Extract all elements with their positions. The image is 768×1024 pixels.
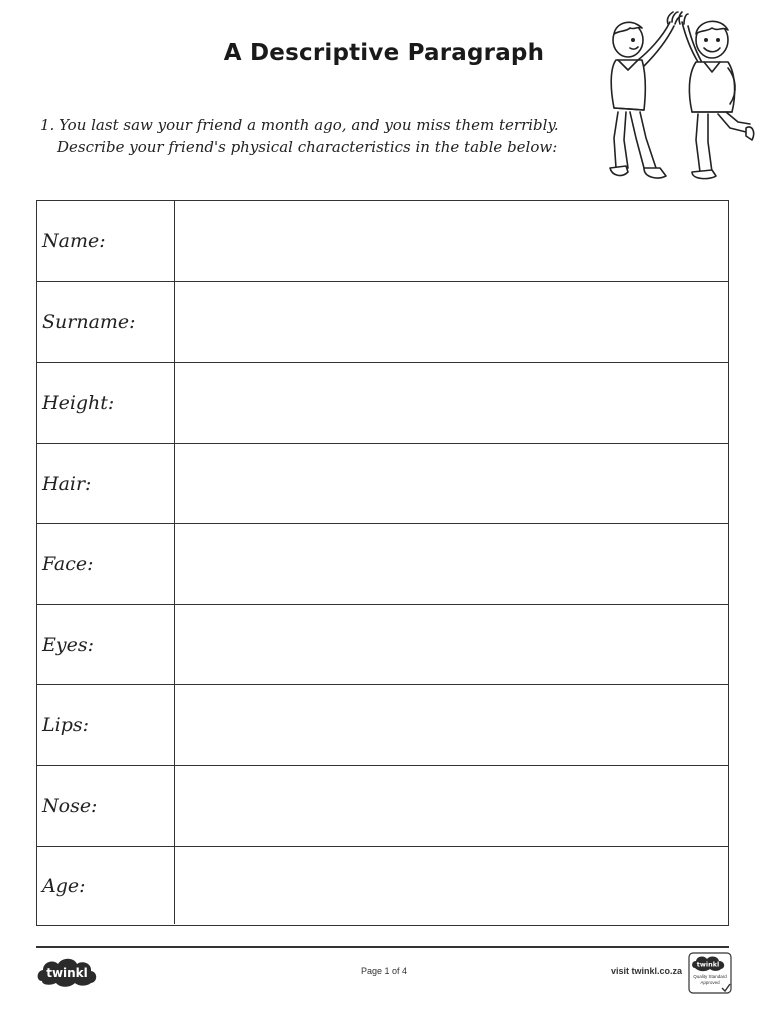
footer-divider	[36, 946, 729, 948]
answer-cell-height[interactable]	[175, 363, 728, 443]
answer-cell-face[interactable]	[175, 524, 728, 604]
row-label-surname: Surname:	[37, 282, 175, 362]
row-label-face: Face:	[37, 524, 175, 604]
page-number: Page 1 of 4	[360, 966, 408, 976]
instruction-text	[40, 114, 600, 158]
row-label-hair: Hair:	[37, 444, 175, 523]
table-row	[37, 605, 728, 685]
page-title: A Descriptive Paragraph	[223, 40, 545, 66]
row-label-nose: Nose:	[37, 766, 175, 846]
logo-wordmark: twinkl	[46, 966, 88, 980]
answer-cell-hair[interactable]	[175, 444, 728, 523]
badge-wordmark: twinkl	[696, 960, 720, 969]
table-row	[37, 201, 728, 282]
answer-cell-name[interactable]	[175, 201, 728, 281]
characteristics-table	[36, 200, 729, 926]
table-row	[37, 282, 728, 363]
visit-link[interactable]: visit twinkl.co.za	[610, 966, 682, 976]
answer-cell-eyes[interactable]	[175, 605, 728, 684]
answer-cell-nose[interactable]	[175, 766, 728, 846]
table-row	[37, 685, 728, 766]
instruction-line-2: Describe your friend's physical characteristics in the table below:	[57, 138, 558, 156]
row-label-height: Height:	[37, 363, 175, 443]
row-label-name: Name:	[37, 201, 175, 281]
table-row	[37, 363, 728, 444]
table-row	[37, 444, 728, 524]
instruction-line-1: 1. You last saw your friend a month ago, and you miss them terribly.	[40, 116, 559, 134]
quality-standard-badge	[688, 952, 732, 994]
row-label-lips: Lips:	[37, 685, 175, 765]
answer-cell-lips[interactable]	[175, 685, 728, 765]
row-label-age: Age:	[37, 847, 175, 924]
answer-cell-surname[interactable]	[175, 282, 728, 362]
badge-subtext: Quality Standard Approved	[693, 974, 727, 985]
row-label-eyes: Eyes:	[37, 605, 175, 684]
two-boys-high-five-illustration	[600, 8, 756, 186]
answer-cell-age[interactable]	[175, 847, 728, 924]
table-row	[37, 847, 728, 924]
table-row	[37, 524, 728, 605]
table-row	[37, 766, 728, 847]
